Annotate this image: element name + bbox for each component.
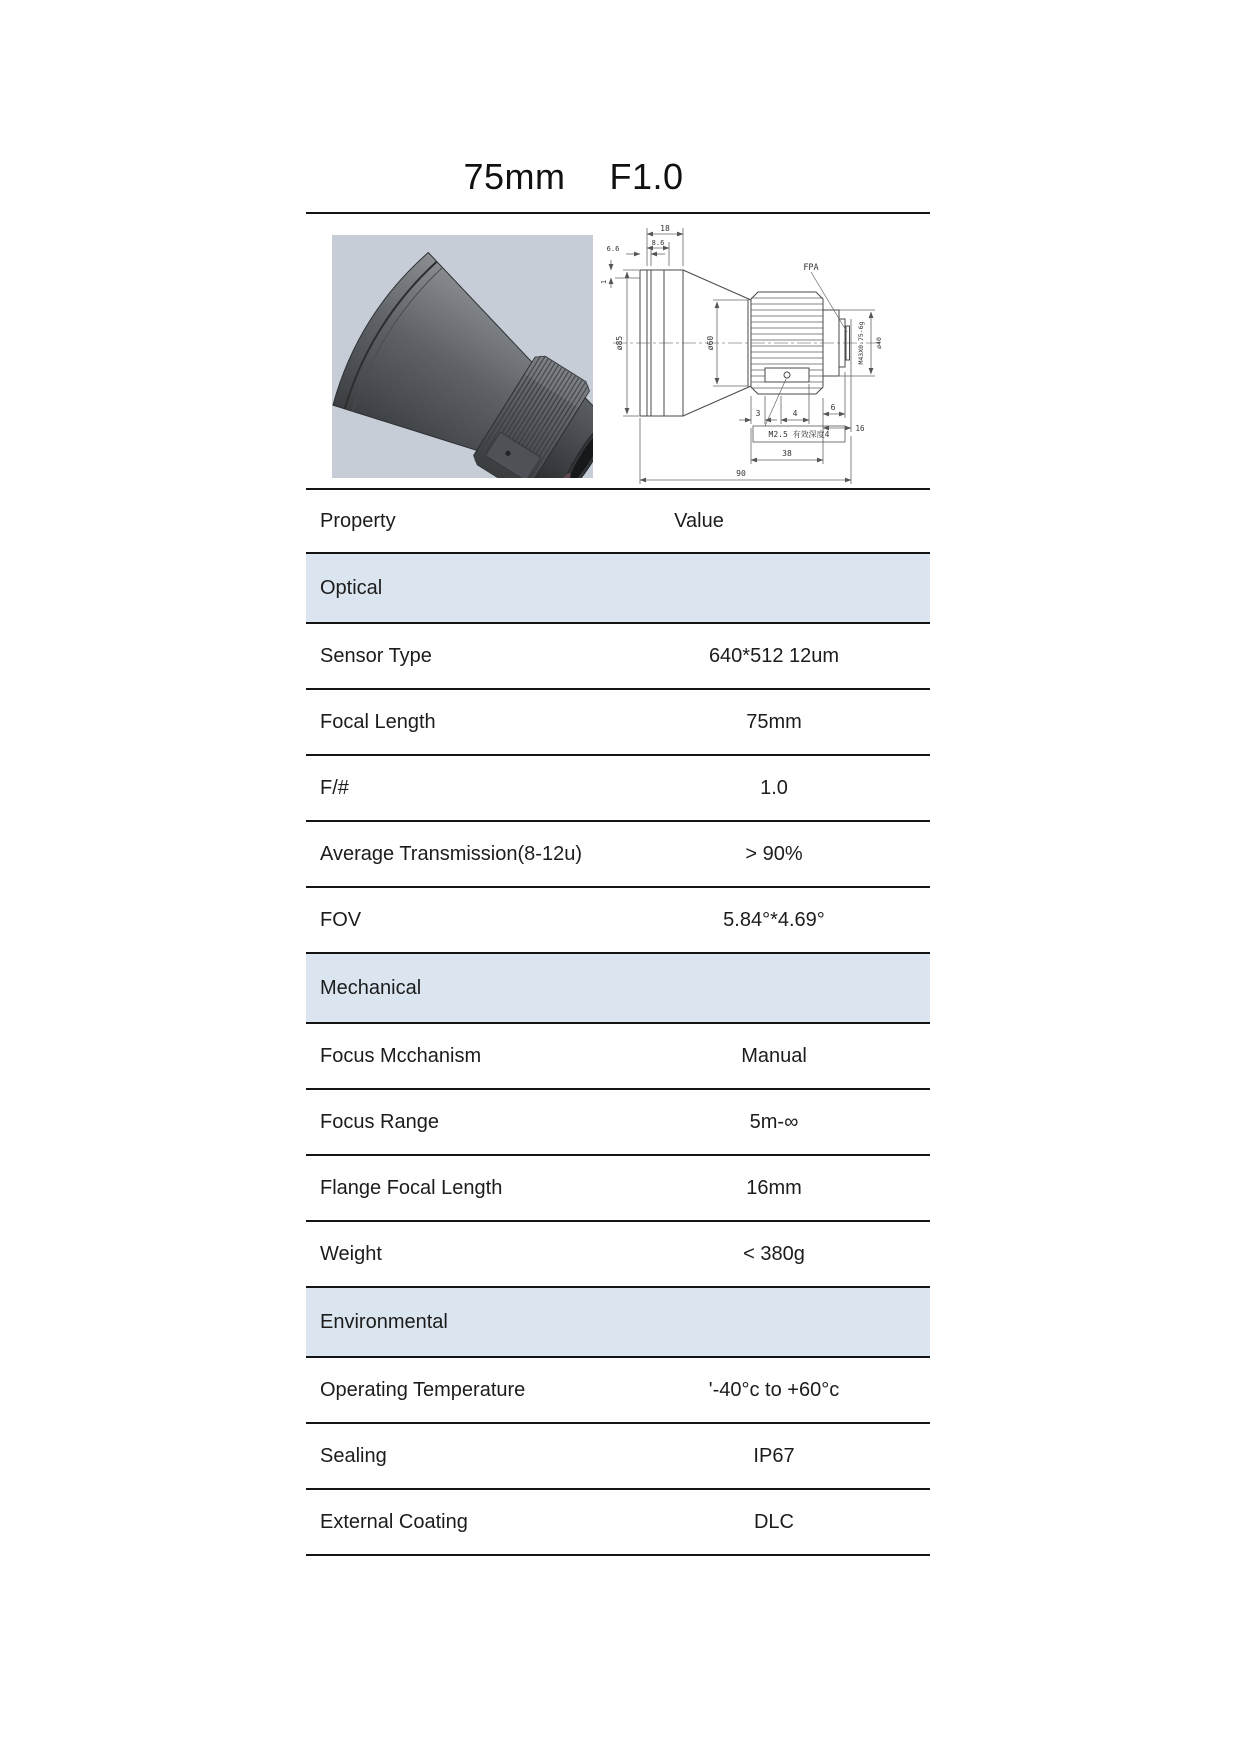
value-cell: 5m-∞ bbox=[749, 1110, 799, 1133]
dim-3-label: 3 bbox=[755, 409, 761, 418]
section-row-environmental bbox=[306, 1288, 930, 1358]
value-cell: IP67 bbox=[753, 1444, 795, 1467]
table-row-sensor-type bbox=[306, 624, 930, 690]
value-cell: Manual bbox=[741, 1044, 807, 1067]
table-row-weight bbox=[306, 1222, 930, 1288]
lens-photo bbox=[332, 235, 593, 478]
table-row-f-number bbox=[306, 756, 930, 822]
dimension-labels bbox=[600, 224, 883, 478]
property-cell: Focus Mcchanism bbox=[320, 1044, 482, 1067]
table-row-focus-mechanism bbox=[306, 1024, 930, 1090]
table-row-avg-transmission bbox=[306, 822, 930, 888]
spec-table bbox=[306, 488, 930, 1556]
property-cell: Average Transmission(8-12u) bbox=[320, 842, 582, 865]
dim-38-label: 38 bbox=[782, 449, 792, 458]
value-cell: < 380g bbox=[743, 1242, 805, 1265]
property-cell: Focal Length bbox=[320, 710, 436, 733]
section-row-mechanical bbox=[306, 954, 930, 1024]
property-cell: Sensor Type bbox=[320, 644, 432, 667]
page-title bbox=[306, 150, 841, 204]
dim-6-6-label: 6.6 bbox=[606, 245, 620, 253]
section-label: Mechanical bbox=[320, 976, 422, 999]
dim-16-label: 16 bbox=[855, 424, 865, 433]
value-cell: 5.84°*4.69° bbox=[723, 908, 825, 931]
dia-85-label: ø85 bbox=[615, 335, 624, 351]
fpa-label: FPA bbox=[803, 263, 819, 273]
value-cell: 1.0 bbox=[760, 776, 788, 799]
lens-dimension-drawing bbox=[555, 222, 885, 488]
property-cell: Focus Range bbox=[320, 1110, 439, 1133]
dim-90-label: 90 bbox=[736, 469, 746, 478]
dim-6-label: 6 bbox=[830, 403, 836, 412]
table-row-focal-length bbox=[306, 690, 930, 756]
table-row-sealing bbox=[306, 1424, 930, 1490]
value-cell: > 90% bbox=[745, 842, 803, 865]
property-cell: Flange Focal Length bbox=[320, 1176, 503, 1199]
dim-18-label: 18 bbox=[660, 224, 670, 233]
table-header-row bbox=[306, 490, 930, 554]
section-row-optical bbox=[306, 554, 930, 624]
dia-rear-label: ø40 bbox=[875, 337, 883, 349]
dim-8-6-label: 8.6 bbox=[651, 239, 665, 247]
property-cell: Weight bbox=[320, 1242, 382, 1265]
table-row-focus-range bbox=[306, 1090, 930, 1156]
header-property: Property bbox=[320, 509, 396, 532]
dim-4-label: 4 bbox=[792, 409, 798, 418]
value-cell: 16mm bbox=[746, 1176, 802, 1199]
value-cell: 640*512 12um bbox=[708, 644, 840, 667]
table-row-flange-focal-length bbox=[306, 1156, 930, 1222]
title-divider bbox=[306, 212, 930, 214]
property-cell: FOV bbox=[320, 908, 362, 931]
value-cell: DLC bbox=[753, 1510, 794, 1533]
property-cell: Sealing bbox=[320, 1444, 387, 1467]
thread-label: M43X0.75-6g bbox=[857, 321, 865, 365]
property-cell: Operating Temperature bbox=[320, 1378, 526, 1401]
screw-note-label: M2.5 有效深度4 bbox=[768, 430, 830, 439]
title-focal-length: 75mm bbox=[463, 156, 566, 197]
value-cell: 75mm bbox=[746, 710, 802, 733]
table-row-external-coating bbox=[306, 1490, 930, 1556]
section-label: Environmental bbox=[320, 1310, 448, 1333]
property-cell: F/# bbox=[320, 776, 349, 799]
value-cell: '-40°c to +60°c bbox=[708, 1378, 840, 1401]
dim-1-label: 1 bbox=[600, 279, 608, 285]
table-row-fov bbox=[306, 888, 930, 954]
header-value: Value bbox=[674, 509, 724, 532]
property-cell: External Coating bbox=[320, 1510, 468, 1533]
dia-60-label: ø60 bbox=[706, 335, 715, 351]
table-row-operating-temperature bbox=[306, 1358, 930, 1424]
section-label: Optical bbox=[320, 576, 383, 599]
title-aperture: F1.0 bbox=[609, 156, 684, 197]
